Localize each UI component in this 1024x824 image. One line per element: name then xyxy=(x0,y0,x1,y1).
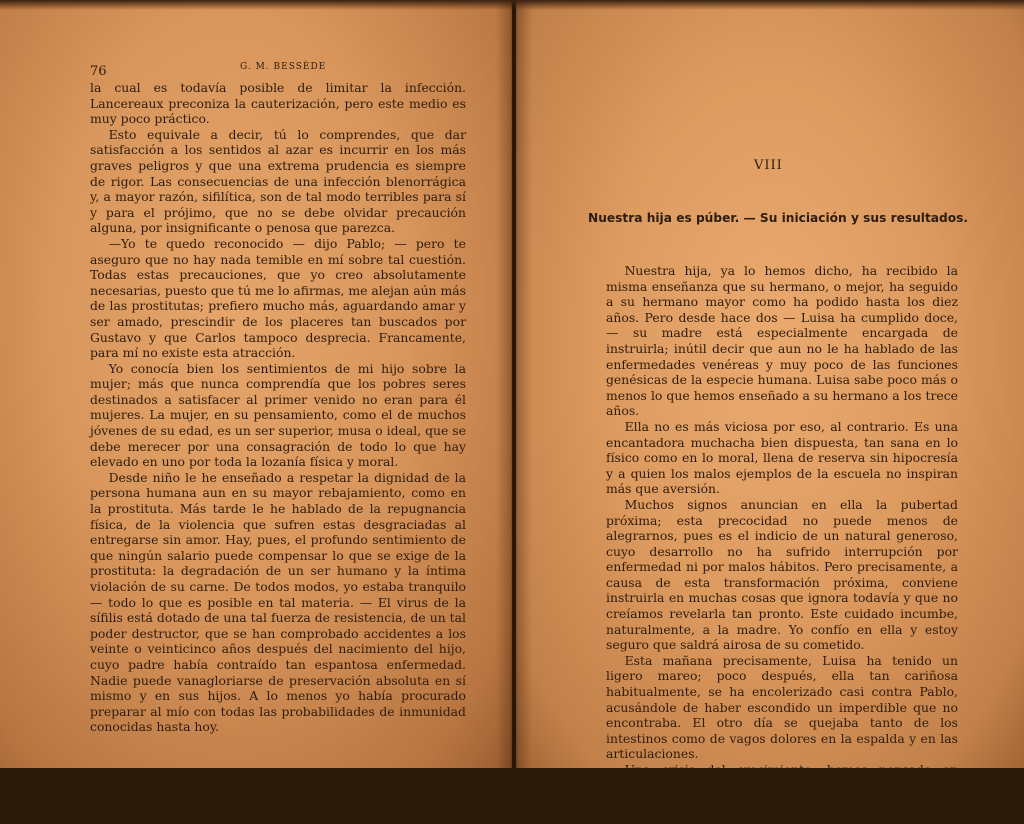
chapter-title: Nuestra hija es púber. — Su iniciación y sus resultados. xyxy=(588,211,969,225)
page-number: 76 xyxy=(90,64,107,79)
paragraph: Muchos signos anuncian en ella la pubertad próxima; esta precocidad no puede menos de alegrarnos, pues es el indicio de un natural generoso, cuyo desarrollo no ha sufrido interrupción por enfermedad ni por malos hábitos. Pero precisamente, a causa de esta transformación próxima, conviene instruirla en muchas cosas que ignora todavía y que no creíamos revelarla tan pronto. Este cuidado incumbe, naturalmente, a la madre. Yo confío en ella y estoy seguro que saldrá airosa de su cometido. xyxy=(606,496,958,653)
paragraph: Ella no es más viciosa por eso, al contrario. Es una encantadora muchacha bien dispuesta, tan sana en lo físico como en lo moral, llena de reserva sin hipocresía y a quien los malos ejemplos de la escuela no inspiran más que aversión. xyxy=(606,418,958,497)
book-gutter xyxy=(496,0,532,768)
paragraph: Una crisis del crecimiento, hemos pensado en principio. Pero es también la crisis de la pubertad, porque sus pequeños senos le han molestado todos estos días. xyxy=(606,762,958,824)
paragraph: —Yo te quedo reconocido — dijo Pablo; — pero te aseguro que no hay nada temible en mí sobre tal cuestión. Todas estas precauciones, que yo creo absolutamente necesarias, puesto que tú me lo afirmas, me alejan aún más de las prostitutas; prefiero mucho más, aguardando amar y ser amado, prescindir de los placeres tan buscados por Gustavo y que Carlos tampoco desprecia. Francamente, para mí no existe esta atracción. xyxy=(90,235,466,361)
right-page-text xyxy=(606,263,958,824)
paragraph: la cual es todavía posible de limitar la infección. Lancereaux preconiza la cauterización, pero este medio es muy poco práctico. xyxy=(90,80,466,127)
left-page-text xyxy=(90,80,466,735)
paragraph: Esta mañana precisamente, Luisa ha tenido un ligero mareo; poco después, ella tan cariñosa habitualmente, se ha encolerizado casi contra Pablo, acusándole de haber escondido un imperdible que no encontraba. El otro día se quejaba tanto de los intestinos como de vagos dolores en la espalda y en las articulaciones. xyxy=(606,652,958,762)
running-head: G. M. BESSÈDE xyxy=(240,62,327,72)
top-shadow xyxy=(0,0,1024,10)
left-page xyxy=(0,0,512,768)
paragraph: Esto equivale a decir, tú lo comprendes, que dar satisfacción a los sentidos al azar es incurrir en los más graves peligros y que una extrema prudencia es siempre de rigor. Las consecuencias de una infección blenorrágica y, a mayor razón, sifilítica, son de tal modo terribles para sí y para el prójimo, que no se debe olvidar precaución alguna, por insignificante o penosa que parezca. xyxy=(90,126,466,236)
right-page xyxy=(516,0,1024,824)
paragraph: Nuestra hija, ya lo hemos dicho, ha recibido la misma enseñanza que su hermano, o mejor, ha seguido a su hermano mayor como ha podido hasta los diez años. Pero desde hace dos — Luisa ha cumplido doce, — su madre está especialmente encargada de instruirla; inútil decir que aun no le ha hablado de las enfermedades venéreas y muy poco de las funciones genésicas de la especie humana. Luisa sabe poco más o menos lo que hemos enseñado a su hermano a los trece años. xyxy=(606,263,958,419)
chapter-number: VIII xyxy=(754,158,783,173)
paragraph: Yo conocía bien los sentimientos de mi hijo sobre la mujer; más que nunca comprendía que los pobres seres destinados a satisfacer al primer venido no eran para él mujeres. La mujer, en su pensamiento, como el de muchos jóvenes de su edad, es un ser superior, musa o ideal, que se debe merecer por una consagración de todo lo que hay elevado en uno por toda la lozanía física y moral. xyxy=(90,360,466,470)
paragraph: Desde niño le he enseñado a respetar la dignidad de la persona humana aun en su mayor rebajamiento, como en la prostituta. Más tarde le he hablado de la repugnancia física, de la violencia que sufren estas desgraciadas al entregarse sin amor. Hay, pues, el profundo sentimiento de que ningún salario puede compensar lo que se exige de la prostituta: la degradación de un ser humano y la íntima violación de su carne. De todos modos, yo estaba tranquilo — todo lo que es posible en tal materia. — El virus de la sífilis está dotado de una tal fuerza de resistencia, de un tal poder destructor, que se han comprobado accidentes a los veinte o veinticinco años después del nacimiento del hijo, cuyo padre había contraído tan espantosa enfermedad. Nadie puede vanagloriarse de preservación absoluta en sí mismo y en sus hijos. A lo menos yo había procurado preparar al mío con todas las probabilidades de inmunidad conocidas hasta hoy. xyxy=(90,469,466,735)
